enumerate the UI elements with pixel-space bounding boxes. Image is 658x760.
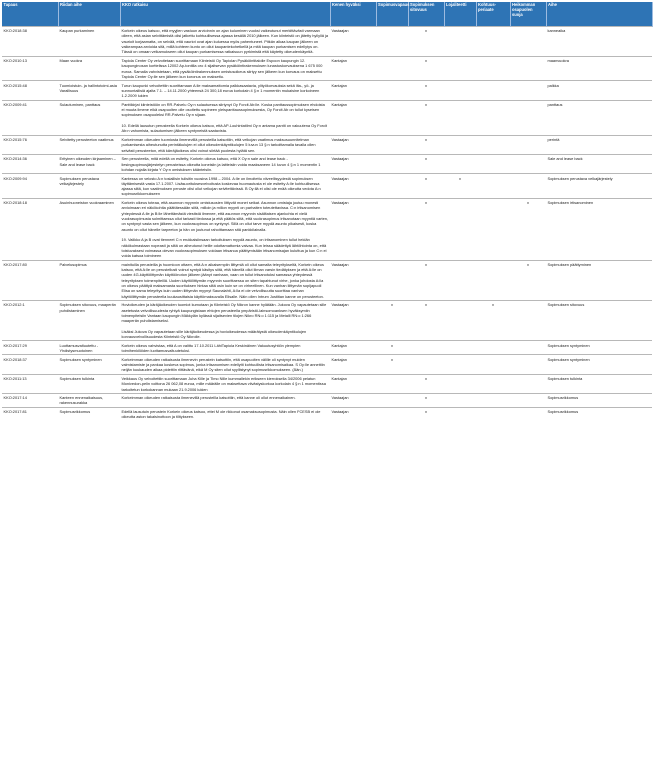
- dispute-topic-cell: Asuinhuoneiston vuokraaminen: [58, 198, 120, 260]
- topic-cell: maanvuokra: [546, 56, 652, 81]
- dispute-topic-cell: Luottamusvaltuutettu - Yhdistysmuotoinen: [58, 341, 120, 355]
- contract-binding-mark: x: [408, 100, 444, 135]
- topic-cell: kanneaika: [546, 27, 652, 57]
- dispute-topic-cell: Sopimuksen tulkinta: [58, 374, 120, 393]
- contract-freedom-mark: x: [376, 355, 408, 374]
- weaker-party-mark: [510, 301, 546, 341]
- table-row: [2, 135, 652, 154]
- weaker-party-mark: [510, 407, 546, 420]
- col-header-kohtuusperiaate: Kohtuus-periaate: [476, 2, 510, 27]
- contract-freedom-mark: [376, 393, 408, 407]
- contract-binding-mark: x: [408, 174, 444, 199]
- topic-cell: Sale and lease back: [546, 155, 652, 174]
- reasonableness-mark: [476, 100, 510, 135]
- loyalty-mark: [444, 407, 476, 420]
- loyalty-mark: [444, 81, 476, 100]
- table-row: [2, 155, 652, 174]
- contract-freedom-mark: [376, 81, 408, 100]
- contract-freedom-mark: [376, 135, 408, 154]
- ruling-text-cell: Edellä lausutuin perustein Korkein oikeus katsoo, ettei M ole rikkonut osamaksusopimusta. Näin ollen FCESB ei ole oikeutta aston takaisinottoon ja tilitykseen.: [120, 407, 330, 420]
- loyalty-mark: [444, 341, 476, 355]
- table-row: [2, 341, 652, 355]
- dispute-topic-cell: Sopimuksen syntyminen: [58, 355, 120, 374]
- contract-binding-mark: x: [408, 301, 444, 341]
- loyalty-mark: [444, 301, 476, 341]
- loyalty-mark: [444, 100, 476, 135]
- prevailing-party-cell: Vastaajan: [330, 407, 376, 420]
- loyalty-mark: x: [444, 174, 476, 199]
- prevailing-party-cell: Kantajan: [330, 56, 376, 81]
- contract-binding-mark: [408, 341, 444, 355]
- case-id-cell: KKO:2011:13: [2, 374, 58, 393]
- dispute-topic-cell: Kaupan purkaminen: [58, 27, 120, 57]
- dispute-topic-cell: Tuomioistuin- ja hallintotoimi-asia Varallisuus: [58, 81, 120, 100]
- case-id-cell: KKO:2017:29: [2, 341, 58, 355]
- ruling-text-cell: Korkeimman oikeuden ratkaisusta ilmenevillä perusteilla katsottiin, että kanne oli ollut ennenaikainen.: [120, 393, 330, 407]
- loyalty-mark: [444, 135, 476, 154]
- weaker-party-mark: [510, 374, 546, 393]
- table-row: [2, 56, 652, 81]
- weaker-party-mark: [510, 56, 546, 81]
- topic-cell: Sopimuksen sitovuus: [546, 301, 652, 341]
- ruling-text-cell: Hovioikeuden ja käräjäoikeuden tuomiot kumotaan ja Kiinteistö Oy Nikron kanne hylätään. Jukova Oy vapautetaan sille asetetusta velvollisuudesta ryhtyä kaupungistaan ehtojen perusteella ympäristö-lainsomoanksen hyväksymiin toimenpiteisiin Vantaan kaupungin Mäkkylän kylässä sijaitsevien tilojen Nikro RN:o 1:115 ja Metalli RN:o 1:266 maaperän puhdistamiseksi. Lisäksi Jukova Oy vapautetaan sille käräjäoikeudessa ja hovioikeudessa määrätystä oikeudenkäyntikulujen korvausvelvollisuudesta Kiinteistö Oy Nikrolle.: [120, 301, 330, 341]
- col-header-heikomman-suoja: Heikomman osapuolen suoja: [510, 2, 546, 27]
- reasonableness-mark: [476, 155, 510, 174]
- contract-binding-mark: [408, 355, 444, 374]
- case-id-cell: KKO:2017:80: [2, 260, 58, 300]
- table-row: [2, 374, 652, 393]
- weaker-party-mark: [510, 135, 546, 154]
- loyalty-mark: [444, 155, 476, 174]
- case-id-cell: KKO:2017:81: [2, 407, 58, 420]
- contract-binding-mark: x: [408, 260, 444, 300]
- table-row: [2, 198, 652, 260]
- case-id-cell: KKO:2017:14: [2, 393, 58, 407]
- contract-binding-mark: x: [408, 407, 444, 420]
- weaker-party-mark: [510, 27, 546, 57]
- contract-freedom-mark: [376, 407, 408, 420]
- contract-freedom-mark: [376, 100, 408, 135]
- topic-cell: Sopimuksen päättyminen: [546, 260, 652, 300]
- contract-binding-mark: x: [408, 393, 444, 407]
- table-header-row: [2, 2, 652, 27]
- case-rows: [2, 27, 652, 421]
- ruling-text-cell: Korkein oikeus toteaa, että asunnon myynnin omistusosien liittyvät monet seikat. Asunnon omistaja joutuu monesti arvioimaan eri näkökohtia päättäessään siitä, milloin ja millon myynti on parhaiten toteutettavissa. C:n irtisanomisen yhteydessä A:lle ja B:lle lähettämästä viestistä ilmenee, että asunnon myynnin sisäiltaisen ajankohta ei vielä vuokrasopimusta solmittaessa ollut tarkasti tiedossa ja että päätös siitä, että vuokrasopimus irtisanotaan myyntiä varten, on syntynyt vasta sen jälkeen, kun vuokrasopimus on syntynyt. Sillä on ollut tarve myydä asunto pikaisesti, koska asunto on ollut hänelle tarpeeton ja hän on joutunut rahoittamaan sitä pankkilainalla. 19. Valikko A ja B ovat tienneet C:n erukkaisiinsaan tarkoituksen myydä asunto, on irtisanominen tullut heidän näkökulmastaan nopeasti ja siltä on aiheutunut heille odottamattomia vaivaa. Kun leissa säädettyä lähtöhtointa on, että toistuvaksesi voimassa olevan vuokrasopimuksen voidaan irtisanoa päättymisään irtisanomisajan kuluttua ja kun C:n ei voida katsoa toimineen: [121, 200, 329, 259]
- weaker-party-mark: [510, 155, 546, 174]
- loyalty-mark: [444, 27, 476, 57]
- table-row: [2, 355, 652, 374]
- weaker-party-mark: x: [510, 260, 546, 300]
- reasonableness-mark: [476, 174, 510, 199]
- table-row: [2, 81, 652, 100]
- prevailing-party-cell: Kantajan: [330, 355, 376, 374]
- table-row: [2, 100, 652, 135]
- reasonableness-mark: [476, 81, 510, 100]
- ruling-text-cell: Turun kaupunki velvoitettiin suorittamaan A:lle maksamattomia palkkasaatavia, ylityökorvauksia sekä ilta-, yö- ja sunnuntailisiä ajalta 7.1. – 14.11.2000 yhteensä 24 300,18 euroa korkolain 4 §:n 1 momentin mukaisine korkoineen 1.2.2009 lukien: [120, 81, 330, 100]
- topic-cell: palkka: [546, 81, 652, 100]
- prevailing-party-cell: Kantajan: [330, 374, 376, 393]
- topic-cell: Sopimuksen irtisanominen: [546, 198, 652, 260]
- loyalty-mark: [444, 393, 476, 407]
- table-row: [2, 174, 652, 199]
- case-id-cell: KKO:2015:48: [2, 81, 58, 100]
- contract-binding-mark: x: [408, 56, 444, 81]
- contract-freedom-mark: x: [376, 301, 408, 341]
- ruling-text-cell: Korkeimman oikeuden tuomiosta ilmenevillä perusteilla katsottiin, että velkojan vaatimus maksusuunnitelman purkamisesta aiheutunutta perintäkulujen ei ollut oikeudenkäyntikulujen 5 luvun 13 §:n tarkoittamalla tavalla ollen selvästi perusteeton, että kärräjäoikeus olisi voinut siirtää puolesta hylätä sen.: [120, 135, 330, 154]
- case-id-cell: KKO:2018:37: [2, 355, 58, 374]
- dispute-topic-cell: Sopimusrikkomus: [58, 407, 120, 420]
- col-header-kenen-hyvaksi: Kenen hyväksi: [330, 2, 376, 27]
- prevailing-party-cell: Kantajan: [330, 100, 376, 135]
- contract-binding-mark: x: [408, 135, 444, 154]
- loyalty-mark: [444, 260, 476, 300]
- contract-binding-mark: x: [408, 198, 444, 260]
- ruling-text-cell: Veikkaus Oy velvoitettiin suorittamaan Juha Kille ja Timo Nille kummallekin erikseen kierroksella 34/2006 pelatun Monivedon-pelin voittona 26 062,08 euroa, mille määrälle on maksettava viivästyskorkoa korkolain 4 §:n 1 momentissa tarkoitetun korkokannan mukaan 21.9.2006 lukien: [120, 374, 330, 393]
- ruling-text-cell: Korkein oikeus vahvistaa, että A on valittu 17.10.2011 LähiTapiola Keskinäinen Vakuutusyhtiön ylempien toimihenkilöiden luottamusvaltuutetuksi.: [120, 341, 330, 355]
- dispute-topic-cell: Selvitetty perusteeton vaatimus: [58, 135, 120, 154]
- topic-cell: Sopimuksen syntyminen: [546, 355, 652, 374]
- dispute-topic-cell: Palvelusopimus: [58, 260, 120, 300]
- ruling-text-cell: mainituilla perusteilla ja huomioon ottaen, että A:n aikaisempiin liittymiä oli ollut samalta teleyritykseltä, Korkein oikeus katsoo, että A:lle on perustellusti voinut syntyä käsitys siitä, että hänellä ollut liiman varsin tiedätyksen ja että A:lle on uuden 4G-käyttölittymän käyttöönoton jälkeen jäänyt vanhaan, vaan on tullut irtisanotuksi samassa yhteydessä teleyrityksen toimenpiteillä. Uuden käyttöliittymän myynnin suorittaessa on siten tapahtunut virhe, jonka johdosta A:lla on oikeus päättyä maksamasta suorituksen hintaa siltä osin kuin se on virheellinen. Kun vanhan liittymän sopijapuoli Elisa on sama teleyritys kuin uuden liittymän myynyt Saunalahti, A:lla ei ole velvollisuutta suorittaa vanhan käyttöliittymän perusteella kuukausittaisia käyttömaksuvalla Elisalle. Näin ollen Intrum Justitian kanne on perusteeton.: [120, 260, 330, 300]
- case-id-cell: KKO:2012:1: [2, 301, 58, 341]
- weaker-party-mark: [510, 393, 546, 407]
- dispute-topic-cell: Maan vuokra: [58, 56, 120, 81]
- contract-freedom-mark: [376, 174, 408, 199]
- reasonableness-mark: [476, 260, 510, 300]
- prevailing-party-cell: Vastaajan: [330, 198, 376, 260]
- dispute-topic-cell: Sopimuksen perustava velkajärjestely: [58, 174, 120, 199]
- contract-freedom-mark: [376, 260, 408, 300]
- col-header-tapaus: Tapaus: [2, 2, 58, 27]
- case-table: [2, 2, 653, 421]
- weaker-party-mark: [510, 174, 546, 199]
- contract-freedom-mark: [376, 198, 408, 260]
- col-header-sopimusvapaus: Sopimusvapaus: [376, 2, 408, 27]
- prevailing-party-cell: Vastaajan: [330, 393, 376, 407]
- topic-cell: Sopimuksen tulkinta: [546, 374, 652, 393]
- weaker-party-mark: [510, 341, 546, 355]
- reasonableness-mark: [476, 407, 510, 420]
- contract-freedom-mark: [376, 27, 408, 57]
- prevailing-party-cell: Vastaajan: [330, 174, 376, 199]
- dispute-topic-cell: Sopimuksen sitovuus, maaperän puhdistaminen: [58, 301, 120, 341]
- prevailing-party-cell: Kantajan: [330, 81, 376, 100]
- weaker-party-mark: [510, 355, 546, 374]
- contract-freedom-mark: [376, 155, 408, 174]
- weaker-party-mark: [510, 81, 546, 100]
- ruling-text-cell: Panttikirjat kiinteistöön on RR-Palvelu Oy:n sulautuessa siirtynyt Oy Forcit Ab:lle. Koska panttaussopimuksen ehdoista ei muuta ilmene eikä osapuolten olle osoitettu sopineen yleispanttaussopimuksesta, Oy Forcit Ab on tullut kyseisen sopimuksen osapuoleksi RR-Palvelu Oy:n sijaan. 10. Edellä lausutun perusteella Korkein oikeus katsoo, että AP-Louhintatilmi Oy:n antama pantti on vakuutena Oy Forcit Ab:n vahomista, sulautumisen jälkeen syntyneistä saatavista.: [120, 100, 330, 135]
- case-id-cell: KKO:2009:41: [2, 100, 58, 135]
- case-id-cell: KKO:2009:94: [2, 174, 58, 199]
- prevailing-party-cell: Vastaajan: [330, 155, 376, 174]
- reasonableness-mark: [476, 198, 510, 260]
- loyalty-mark: [444, 198, 476, 260]
- reasonableness-mark: [476, 374, 510, 393]
- contract-binding-mark: x: [408, 27, 444, 57]
- ruling-text-cell: Tapiola Center Oy velvoitetaan suorittamaan Kiinteistö Oy Tapiolan Pysäköintitalolle Espoon kaupungin 12. kaupunginosan korttelissa 12002 Ap-tontilla oro 4 sijaitsevan pysäköintirakennuksen lunastuskorvauksena 1 675 000 euroa. Samalla vahvistetaan, että pysäköintirakennuksen omistusoikeus siirtyy sen jälkeen kun korvaus on maksettu Tapiola Center Oy:lle sen jälkeen kun koronus on maksettu.: [120, 56, 330, 81]
- col-header-kko-ratkaisu: KKO ratkaisu: [120, 2, 330, 27]
- col-header-aihe: Aihe: [546, 2, 652, 27]
- table-row: [2, 393, 652, 407]
- loyalty-mark: [444, 56, 476, 81]
- case-id-cell: KKO:2018:38: [2, 27, 58, 57]
- table-row: [2, 301, 652, 341]
- table-row: [2, 260, 652, 300]
- table-row: [2, 407, 652, 420]
- prevailing-party-cell: Vastaajan: [330, 27, 376, 57]
- topic-cell: Sopimusrikkomus: [546, 407, 652, 420]
- ruling-text-cell: Korkein oikeus katsoo, että myyjien vastuun arvioinnin on ajan kuluminen vuoksi vaikeutunut merkittävästi varmaan olleen, että asian selvittämistä olisi jatkettu kohtuullisessa ajassa kesällä 2010 jälkeen. Kun kiinteistö on jätetty hyllyllä ja vaurioit korjaamatta, on selvää, että vauriot ovat ajan kuluessa myös pahentuneet. Pitkän aikaa kaupan jälkeen on vaikeampaa arvioida sitä, millä kohteen kunto on ollut kaupantekohetkellä ja mitä kaupan purkamisen edellytys on. Tässä on omaan velkamukseen ollut kaupan purkamisessa ratkaisuun pyrkimistä että käytetty oikeudenkäyntiä.: [121, 28, 329, 55]
- contract-freedom-mark: [376, 56, 408, 81]
- loyalty-mark: [444, 374, 476, 393]
- prevailing-party-cell: Vastaajan: [330, 135, 376, 154]
- topic-cell: Sopimusrikkomus: [546, 393, 652, 407]
- case-id-cell: KKO:2018:18: [2, 198, 58, 260]
- reasonableness-mark: [476, 355, 510, 374]
- col-header-sopimuksen-sitovuus: Sopimuksen sitovuus: [408, 2, 444, 27]
- prevailing-party-cell: Kantajan: [330, 341, 376, 355]
- dispute-topic-cell: Erityinen oikeuden kirjaaminen – Sale and lease back: [58, 155, 120, 174]
- col-header-riidan-aihe: Riidan aihe: [58, 2, 120, 27]
- topic-cell: panttaus: [546, 100, 652, 135]
- topic-cell: Sopimuksen syntyminen: [546, 341, 652, 355]
- reasonableness-mark: [476, 27, 510, 57]
- dispute-topic-cell: Kanteen ennenaikaisuus, rakennusurakka: [58, 393, 120, 407]
- prevailing-party-cell: Vastaajan: [330, 260, 376, 300]
- case-id-cell: KKO:2015:76: [2, 135, 58, 154]
- case-id-cell: KKO:2010:13: [2, 56, 58, 81]
- loyalty-mark: [444, 355, 476, 374]
- topic-cell: Sopimuksen perustava velkajärjestely: [546, 174, 652, 199]
- contract-binding-mark: x: [408, 81, 444, 100]
- table-row: [2, 27, 652, 57]
- case-id-cell: KKO:2014:36: [2, 155, 58, 174]
- contract-binding-mark: x: [408, 374, 444, 393]
- contract-freedom-mark: x: [376, 341, 408, 355]
- ruling-text-cell: Sen perusteella, mitä edellä on esitetty, Korkein oikeus katsoo, että X Oy:n sale and lease back -liesingsopimusjärjestelyn perusteissa oikeutta koneisiin ja laitteisiin voida maaksaneen 14 luvun 4 §:n 1 momentin 1 kohdan nojalla kirjata Y Oy:n omistuksen käänteisiin.: [120, 155, 330, 174]
- col-header-lojaliteetti: Lojaliteetti: [444, 2, 476, 27]
- reasonableness-mark: [476, 56, 510, 81]
- contract-binding-mark: x: [408, 155, 444, 174]
- weaker-party-mark: [510, 100, 546, 135]
- contract-freedom-mark: [376, 374, 408, 393]
- prevailing-party-cell: Vastaajan: [330, 301, 376, 341]
- topic-cell: perintä: [546, 135, 652, 154]
- dispute-topic-cell: Sulautuminen, panttaus: [58, 100, 120, 135]
- weaker-party-mark: x: [510, 198, 546, 260]
- reasonableness-mark: [476, 393, 510, 407]
- reasonableness-mark: [476, 341, 510, 355]
- ruling-text-cell: Korkeimman oikeuden ratkaisusta ilmenevin perustein katsottiin, että osapuolten välille oli syntynyt muiden valmistamiste ja pankaa koskeva sopimus, jonka irtisanomisen edellytti kohtuullista irtisanomisaikaa. S Oy:lle annettiin neljän kuukauden aikaa pidettiin riittävänä, eikä M Oy siten ollut syyllistynyt sopimusrikkomukseen. (Ään.): [120, 355, 330, 374]
- reasonableness-mark: x: [476, 301, 510, 341]
- ruling-text-cell: Kantessa on velosto A:n tosiallisin tulisitin vuosina 1998 – 2004. A:lle on ilmoitettu viiveellisyydestä sopimuksen täyttämisestä vasta 17.1.2007. Lisäsuorituksesvelvoitusta koskevaa huomautusta ei ole esitetty A:lle kohtuullisessa ajassa siitä, kun vaatimuksen peruste olisi ollut velkojan selvitettävissä. B Oy:llä ei olisi ole enää oikeutta vedota A:n sopimusrikkomukseen: [120, 174, 330, 199]
- reasonableness-mark: [476, 135, 510, 154]
